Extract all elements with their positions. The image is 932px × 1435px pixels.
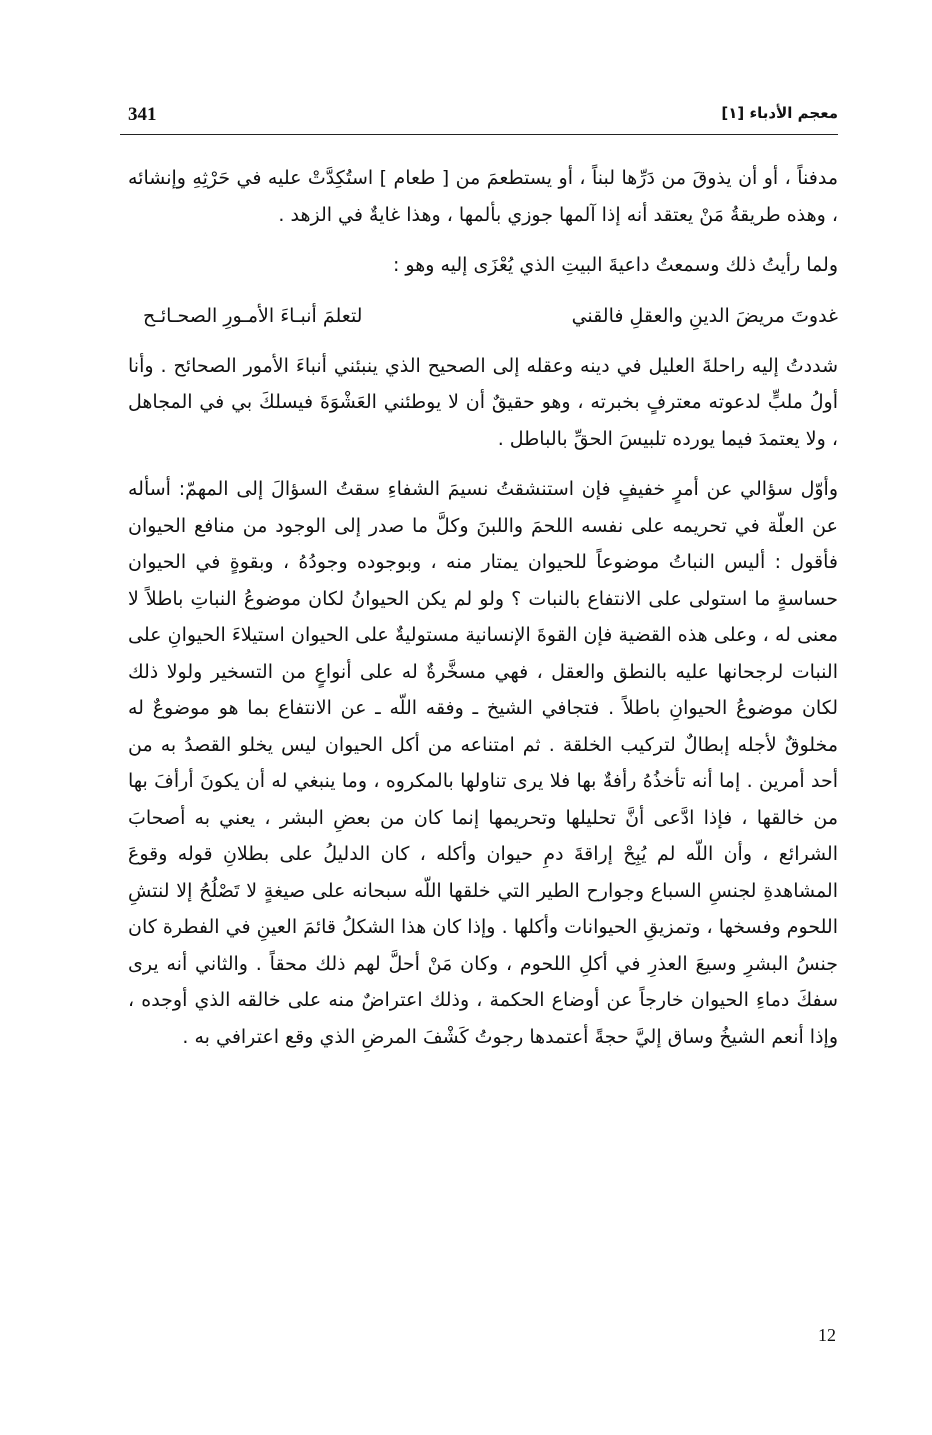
verse-hemistich-2: لتعلمَ أنبـاءَ الأمـورِ الصحـائـح — [143, 304, 363, 327]
verse-hemistich-1: غدوتَ مريضَ الدينِ والعقلِ فالقني — [571, 304, 838, 327]
page-header — [120, 104, 838, 140]
signature-mark: 12 — [818, 1325, 836, 1345]
running-head: معجم الأدباء [١] — [721, 104, 838, 122]
verse-line — [128, 298, 838, 334]
body-text — [128, 160, 838, 1069]
paragraph-1: مدفناً ، أو أن يذوقَ من دَرِّها لبناً ، أو يستطعمَ من [ طعام ] استُكِدَّتْ عليه في حَرْثِهِ وإنشائه ، وهذه طريقةُ مَنْ يعتقد أنه إذا آلمها جوزي بألمها ، وهذا غايةٌ في الزهد . — [128, 167, 838, 226]
header-rule — [120, 134, 838, 135]
paragraph-3: شددتُ إليه راحلةَ العليل في دينه وعقله إلى الصحيح الذي ينبئني أنباءَ الأمور الصحائح . وأنا أولُ ملبٍّ لدعوته معترفٍ بخبرته ، وهو حقيقٌ أن لا يوطئني العَشْوَةَ فيسلكَ بي في المجاهل ، ولا يعتمدَ فيما يورده تلبيسَ الحقِّ بالباطل . — [128, 354, 838, 450]
paragraph-4: وأوّل سؤالي عن أمرٍ خفيفٍ فإن استنشقتُ نسيمَ الشفاءِ سقتُ السؤالَ إلى المهمّ: أسأله عن العلّة في تحريمه على نفسه اللحمَ واللبنَ وكلَّ ما صدر إلى الوجود من منافع الحيوان فأقول : أليس النباتُ موضوعاً للحيوان يمتار منه ، وبوجوده وجودُهُ ، وبقوةٍ في الحيوان حساسةٍ ما استولى على الانتفاع بالنبات ؟ ولو لم يكن الحيوانُ لكان موضوعُ النباتِ باطلاً لا معنى له ، وعلى هذه القضية فإن القوةَ الإنسانية مستوليةٌ على الحيوان استيلاءَ الحيوانِ على النبات لرجحانها عليه بالنطق والعقل ، فهي مسخَّرةٌ له على أنواعٍ من التسخير ولولا ذلك لكان موضوعُ الحيوانِ باطلاً . فتجافي الشيخ ـ وفقه اللّه ـ عن الانتفاع بما هو موضوعٌ له مخلوقٌ لأجله إبطالٌ لتركيب الخلقة . ثم امتناعه من أكل الحيوان ليس يخلو القصدُ به من أحد أمرين . إما أنه تأخذُهُ رأفةٌ بها فلا يرى تناولها بالمكروه ، وما ينبغي له أن يكونَ أرأفَ بها من خالقها ، فإذا ادَّعى أنَّ تحليلها وتحريمها إنما كان من بعضِ البشر ، يعني به أصحابَ الشرائع ، وأن اللّه لم يُبِحْ إراقةَ دمِ حيوان وأكله ، كان الدليلُ على بطلانِ قوله وقوعَ المشاهدةِ لجنسِ السباع وجوارح الطير التي خلقها اللّه سبحانه على صيغةٍ لا تَصْلُحُ إلا لنتشِ اللحوم وفسخها ، وتمزيقِ الحيوانات وأكلها . وإذا كان هذا الشكلُ قائمَ العينِ في الفطرة كان جنسُ البشرِ وسيعَ العذرِ في أكلِ اللحوم ، وكان مَنْ أحلَّ لهم ذلك محقاً . والثاني أنه يرى سفكَ دماءِ الحيوان خارجاً عن أوضاع الحكمة ، وذلك اعتراضٌ منه على خالقه الذي أوجده ، وإذا أنعم الشيخُ وساق إليَّ حجةً أعتمدها رجوتُ كَشْفَ المرضِ الذي وقع اعترافي به . — [128, 478, 838, 1048]
paragraph-2: ولما رأيتُ ذلك وسمعتُ داعيةَ البيتِ الذي يُعْزَى إليه وهو : — [392, 254, 838, 276]
page-number: 341 — [128, 104, 157, 125]
